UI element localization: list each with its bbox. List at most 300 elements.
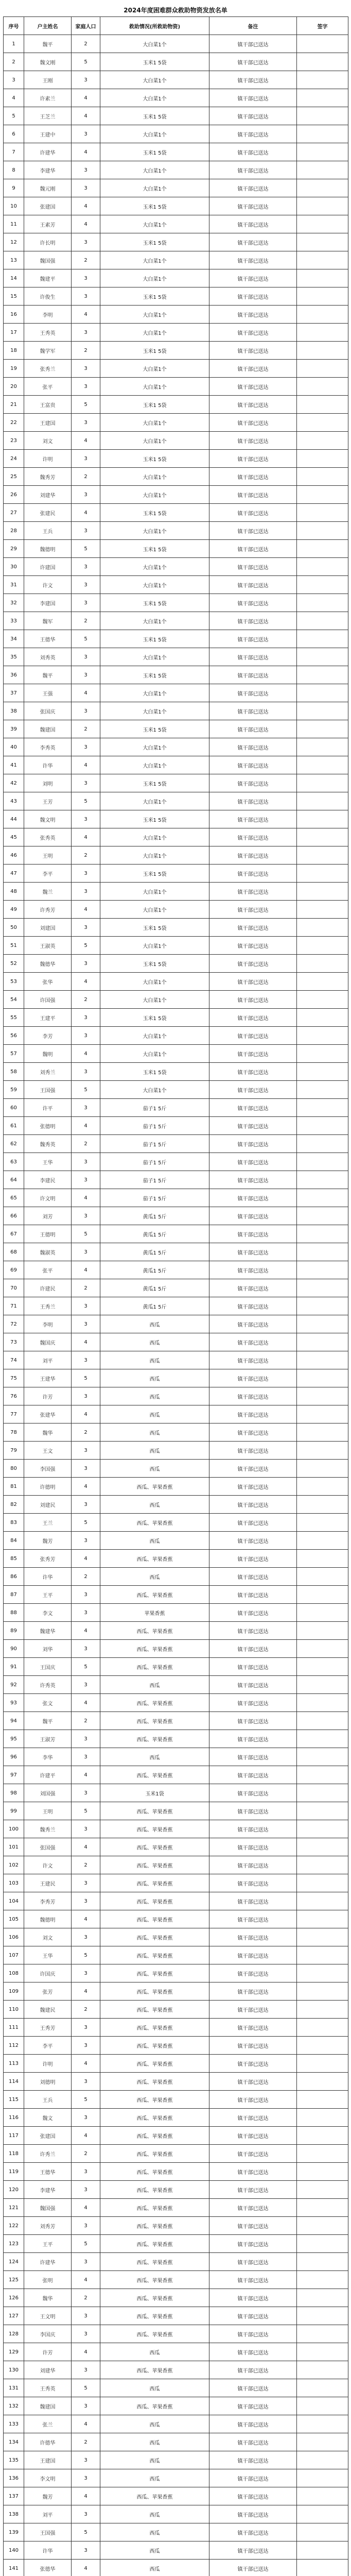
aid-items-cell: 玉米1 5袋 [100, 1009, 209, 1027]
table-row [4, 2361, 348, 2379]
table-row [4, 2433, 348, 2451]
remarks-cell: 镇干部已送达 [209, 1099, 297, 1117]
serial-no-cell: 137 [4, 2487, 24, 2505]
aid-items-cell: 西瓜、苹果香蕉 [100, 2325, 209, 2343]
signature-cell [297, 125, 348, 143]
signature-cell [297, 2127, 348, 2145]
aid-items-cell: 西瓜、苹果香蕉 [100, 2361, 209, 2379]
aid-items-cell: 西瓜、苹果香蕉 [100, 2055, 209, 2073]
family-size-cell: 5 [72, 2379, 100, 2397]
signature-cell [297, 1207, 348, 1225]
table-row [4, 1730, 348, 1748]
family-size-cell: 4 [72, 306, 100, 324]
signature-cell [297, 1910, 348, 1928]
family-size-cell: 3 [72, 1315, 100, 1333]
table-row [4, 306, 348, 324]
aid-items-cell: 大白菜1个 [100, 522, 209, 540]
remarks-cell: 镇干部已送达 [209, 360, 297, 378]
remarks-cell: 镇干部已送达 [209, 1243, 297, 1261]
table-row [4, 1982, 348, 2001]
family-size-cell: 4 [72, 2199, 100, 2217]
aid-items-cell: 西瓜 [100, 2433, 209, 2451]
signature-cell [297, 251, 348, 269]
signature-cell [297, 1153, 348, 1171]
family-size-cell: 5 [72, 1946, 100, 1964]
serial-no-cell: 22 [4, 414, 24, 432]
signature-cell [297, 1514, 348, 1532]
serial-no-cell: 93 [4, 1694, 24, 1712]
serial-no-cell: 76 [4, 1387, 24, 1405]
header-serial-no: 序号 [4, 17, 24, 35]
serial-no-cell: 129 [4, 2343, 24, 2361]
serial-no-cell: 7 [4, 143, 24, 161]
signature-cell [297, 901, 348, 919]
aid-items-cell: 大白菜1个 [100, 846, 209, 865]
family-size-cell: 3 [72, 2361, 100, 2379]
family-size-cell: 2 [72, 2001, 100, 2019]
family-size-cell: 4 [72, 2055, 100, 2073]
householder-name-cell: 李平 [24, 2037, 72, 2055]
family-size-cell: 3 [72, 2451, 100, 2469]
signature-cell [297, 612, 348, 630]
remarks-cell: 镇干部已送达 [209, 2361, 297, 2379]
table-row [4, 612, 348, 630]
aid-items-cell: 西瓜、苹果香蕉 [100, 2397, 209, 2415]
householder-name-cell: 王明 [24, 1802, 72, 1820]
householder-name-cell: 李明 [24, 1315, 72, 1333]
remarks-cell: 镇干部已送达 [209, 125, 297, 143]
family-size-cell: 3 [72, 919, 100, 937]
serial-no-cell: 91 [4, 1658, 24, 1676]
serial-no-cell: 28 [4, 522, 24, 540]
family-size-cell: 3 [72, 1171, 100, 1189]
remarks-cell: 镇干部已送达 [209, 1460, 297, 1478]
serial-no-cell: 114 [4, 2073, 24, 2091]
serial-no-cell: 92 [4, 1676, 24, 1694]
serial-no-cell: 25 [4, 468, 24, 486]
signature-cell [297, 2019, 348, 2037]
remarks-cell: 镇干部已送达 [209, 71, 297, 89]
family-size-cell: 5 [72, 630, 100, 648]
serial-no-cell: 20 [4, 378, 24, 396]
signature-cell [297, 2451, 348, 2469]
remarks-cell: 镇干部已送达 [209, 1478, 297, 1496]
aid-items-cell: 大白菜1个 [100, 901, 209, 919]
aid-items-cell: 茄子1 5斤 [100, 1189, 209, 1207]
signature-cell [297, 1748, 348, 1766]
table-row [4, 1910, 348, 1928]
serial-no-cell: 138 [4, 2505, 24, 2523]
householder-name-cell: 魏元刚 [24, 179, 72, 197]
serial-no-cell: 57 [4, 1045, 24, 1063]
family-size-cell: 3 [72, 1207, 100, 1225]
householder-name-cell: 刘建民 [24, 1496, 72, 1514]
householder-name-cell: 魏建平 [24, 269, 72, 287]
family-size-cell: 2 [72, 1135, 100, 1153]
signature-cell [297, 756, 348, 774]
table-row [4, 846, 348, 865]
householder-name-cell: 魏秀兰 [24, 1820, 72, 1838]
table-row [4, 883, 348, 901]
householder-name-cell: 许建华 [24, 143, 72, 161]
serial-no-cell: 59 [4, 1081, 24, 1099]
family-size-cell: 4 [72, 143, 100, 161]
remarks-cell: 镇干部已送达 [209, 937, 297, 955]
table-row [4, 594, 348, 612]
signature-cell [297, 1694, 348, 1712]
signature-cell [297, 1550, 348, 1568]
signature-cell [297, 937, 348, 955]
remarks-cell: 镇干部已送达 [209, 1442, 297, 1460]
signature-cell [297, 1279, 348, 1297]
table-row [4, 450, 348, 468]
remarks-cell: 镇干部已送达 [209, 2091, 297, 2109]
signature-cell [297, 1460, 348, 1478]
signature-cell [297, 1063, 348, 1081]
family-size-cell: 4 [72, 432, 100, 450]
family-size-cell: 3 [72, 865, 100, 883]
signature-cell [297, 1820, 348, 1838]
family-size-cell: 3 [72, 1009, 100, 1027]
family-size-cell: 4 [72, 2560, 100, 2576]
signature-cell [297, 1351, 348, 1369]
householder-name-cell: 王秀兰 [24, 1297, 72, 1315]
serial-no-cell: 79 [4, 1442, 24, 1460]
aid-items-cell: 茄子1 5斤 [100, 1117, 209, 1135]
serial-no-cell: 17 [4, 324, 24, 342]
aid-items-cell: 大白菜1个 [100, 215, 209, 233]
serial-no-cell: 54 [4, 991, 24, 1009]
aid-items-cell: 西瓜 [100, 1442, 209, 1460]
serial-no-cell: 44 [4, 810, 24, 828]
family-size-cell: 4 [72, 2271, 100, 2289]
family-size-cell: 5 [72, 53, 100, 71]
aid-items-cell: 西瓜、苹果香蕉 [100, 1856, 209, 1874]
family-size-cell: 4 [72, 901, 100, 919]
aid-items-cell: 大白菜1个 [100, 883, 209, 901]
table-row [4, 1261, 348, 1279]
aid-items-cell: 西瓜、苹果香蕉 [100, 1730, 209, 1748]
remarks-cell: 镇干部已送达 [209, 215, 297, 233]
remarks-cell: 镇干部已送达 [209, 1892, 297, 1910]
table-row [4, 702, 348, 720]
table-row [4, 1748, 348, 1766]
householder-name-cell: 王素芳 [24, 215, 72, 233]
table-row [4, 1063, 348, 1081]
householder-name-cell: 李秀芳 [24, 1892, 72, 1910]
family-size-cell: 5 [72, 1081, 100, 1099]
householder-name-cell: 魏平 [24, 35, 72, 53]
remarks-cell: 镇干部已送达 [209, 1856, 297, 1874]
aid-items-cell: 西瓜、苹果香蕉 [100, 2217, 209, 2235]
householder-name-cell: 许国强 [24, 991, 72, 1009]
table-row [4, 1279, 348, 1297]
serial-no-cell: 66 [4, 1207, 24, 1225]
serial-no-cell: 102 [4, 1856, 24, 1874]
family-size-cell: 2 [72, 612, 100, 630]
aid-items-cell: 黄瓜1 5斤 [100, 1297, 209, 1315]
aid-items-cell: 西瓜 [100, 1748, 209, 1766]
householder-name-cell: 李建华 [24, 161, 72, 179]
family-size-cell: 4 [72, 1910, 100, 1928]
remarks-cell: 镇干部已送达 [209, 251, 297, 269]
remarks-cell: 镇干部已送达 [209, 287, 297, 306]
householder-name-cell: 张建国 [24, 2127, 72, 2145]
serial-no-cell: 125 [4, 2271, 24, 2289]
signature-cell [297, 2397, 348, 2415]
householder-name-cell: 张秀芳 [24, 1550, 72, 1568]
householder-name-cell: 许华 [24, 2541, 72, 2560]
serial-no-cell: 70 [4, 1279, 24, 1297]
aid-items-cell: 西瓜、苹果香蕉 [100, 2127, 209, 2145]
householder-name-cell: 魏平 [24, 666, 72, 684]
aid-items-cell: 茄子1 5斤 [100, 1099, 209, 1117]
serial-no-cell: 53 [4, 973, 24, 991]
householder-name-cell: 魏军 [24, 612, 72, 630]
remarks-cell: 镇干部已送达 [209, 197, 297, 215]
remarks-cell: 镇干部已送达 [209, 810, 297, 828]
householder-name-cell: 魏德明 [24, 540, 72, 558]
signature-cell [297, 1243, 348, 1261]
householder-name-cell: 王兵 [24, 2091, 72, 2109]
aid-items-cell: 西瓜、苹果香蕉 [100, 1874, 209, 1892]
family-size-cell: 3 [72, 666, 100, 684]
aid-items-cell: 西瓜、苹果香蕉 [100, 1910, 209, 1928]
table-row [4, 197, 348, 215]
table-row [4, 89, 348, 107]
serial-no-cell: 77 [4, 1405, 24, 1423]
householder-name-cell: 王文明 [24, 2307, 72, 2325]
householder-name-cell: 许文 [24, 576, 72, 594]
remarks-cell: 镇干部已送达 [209, 2523, 297, 2541]
householder-name-cell: 魏建国 [24, 720, 72, 738]
family-size-cell: 4 [72, 2415, 100, 2433]
family-size-cell: 3 [72, 1640, 100, 1658]
signature-cell [297, 846, 348, 865]
aid-items-cell: 玉米1 5袋 [100, 143, 209, 161]
householder-name-cell: 魏平 [24, 1712, 72, 1730]
family-size-cell: 3 [72, 1351, 100, 1369]
signature-cell [297, 2307, 348, 2325]
serial-no-cell: 115 [4, 2091, 24, 2109]
serial-no-cell: 133 [4, 2415, 24, 2433]
serial-no-cell: 12 [4, 233, 24, 251]
family-size-cell: 3 [72, 558, 100, 576]
remarks-cell: 镇干部已送达 [209, 2145, 297, 2163]
family-size-cell: 3 [72, 179, 100, 197]
remarks-cell: 镇干部已送达 [209, 450, 297, 468]
serial-no-cell: 118 [4, 2145, 24, 2163]
remarks-cell: 镇干部已送达 [209, 774, 297, 792]
table-row [4, 973, 348, 991]
signature-cell [297, 2415, 348, 2433]
householder-name-cell: 许平 [24, 1099, 72, 1117]
family-size-cell: 3 [72, 1892, 100, 1910]
remarks-cell: 镇干部已送达 [209, 1910, 297, 1928]
signature-cell [297, 1532, 348, 1550]
table-row [4, 1351, 348, 1369]
remarks-cell: 镇干部已送达 [209, 342, 297, 360]
householder-name-cell: 许芳 [24, 2343, 72, 2361]
serial-no-cell: 113 [4, 2055, 24, 2073]
aid-items-cell: 西瓜 [100, 1369, 209, 1387]
family-size-cell: 3 [72, 287, 100, 306]
signature-cell [297, 2541, 348, 2560]
serial-no-cell: 72 [4, 1315, 24, 1333]
householder-name-cell: 王富贵 [24, 396, 72, 414]
table-row [4, 1369, 348, 1387]
remarks-cell: 镇干部已送达 [209, 1946, 297, 1964]
householder-name-cell: 魏华 [24, 2289, 72, 2307]
serial-no-cell: 8 [4, 161, 24, 179]
aid-items-cell: 大白菜1个 [100, 1045, 209, 1063]
householder-name-cell: 魏德明 [24, 1910, 72, 1928]
aid-items-cell: 玉米1 5袋 [100, 720, 209, 738]
signature-cell [297, 955, 348, 973]
remarks-cell: 镇干部已送达 [209, 2163, 297, 2181]
remarks-cell: 镇干部已送达 [209, 1766, 297, 1784]
signature-cell [297, 1784, 348, 1802]
table-row [4, 1207, 348, 1225]
householder-name-cell: 王国强 [24, 1081, 72, 1099]
aid-items-cell: 西瓜、苹果香蕉 [100, 2001, 209, 2019]
aid-items-cell: 黄瓜1 5斤 [100, 1261, 209, 1279]
householder-name-cell: 李华 [24, 1748, 72, 1766]
householder-name-cell: 魏秀英 [24, 1135, 72, 1153]
householder-name-cell: 许明 [24, 2055, 72, 2073]
householder-name-cell: 王秀芳 [24, 2019, 72, 2037]
table-row [4, 576, 348, 594]
signature-cell [297, 1027, 348, 1045]
remarks-cell: 镇干部已送达 [209, 2307, 297, 2325]
remarks-cell: 镇干部已送达 [209, 1423, 297, 1442]
householder-name-cell: 许秀英 [24, 1676, 72, 1694]
signature-cell [297, 161, 348, 179]
remarks-cell: 镇干部已送达 [209, 1351, 297, 1369]
table-row [4, 2523, 348, 2541]
header-signature: 签字 [297, 17, 348, 35]
householder-name-cell: 刘秀芳 [24, 2217, 72, 2235]
family-size-cell: 3 [72, 1928, 100, 1946]
remarks-cell: 镇干部已送达 [209, 324, 297, 342]
serial-no-cell: 52 [4, 955, 24, 973]
family-size-cell: 3 [72, 71, 100, 89]
family-size-cell: 2 [72, 2145, 100, 2163]
householder-name-cell: 许华 [24, 756, 72, 774]
aid-items-cell: 大白菜1个 [100, 756, 209, 774]
table-row [4, 1604, 348, 1622]
householder-name-cell: 许建华 [24, 2253, 72, 2271]
table-row [4, 2109, 348, 2127]
table-row [4, 2307, 348, 2325]
header-aid-items: 救助情况(所救助物资) [100, 17, 209, 35]
serial-no-cell: 68 [4, 1243, 24, 1261]
remarks-cell: 镇干部已送达 [209, 2505, 297, 2523]
signature-cell [297, 1892, 348, 1910]
householder-name-cell: 魏德华 [24, 955, 72, 973]
signature-cell [297, 1586, 348, 1604]
table-row [4, 1153, 348, 1171]
serial-no-cell: 3 [4, 71, 24, 89]
signature-cell [297, 630, 348, 648]
table-row [4, 287, 348, 306]
signature-cell [297, 342, 348, 360]
aid-items-cell: 玉米1 5袋 [100, 955, 209, 973]
aid-items-cell: 西瓜、苹果香蕉 [100, 2199, 209, 2217]
signature-cell [297, 666, 348, 684]
aid-items-cell: 大白菜1个 [100, 324, 209, 342]
remarks-cell: 镇干部已送达 [209, 1730, 297, 1748]
remarks-cell: 镇干部已送达 [209, 2199, 297, 2217]
table-row [4, 360, 348, 378]
householder-name-cell: 刘平 [24, 1351, 72, 1369]
signature-cell [297, 1568, 348, 1586]
aid-items-cell: 大白菜1个 [100, 1027, 209, 1045]
aid-items-cell: 西瓜 [100, 1532, 209, 1550]
table-row [4, 1874, 348, 1892]
signature-cell [297, 53, 348, 71]
serial-no-cell: 29 [4, 540, 24, 558]
aid-items-cell: 大白菜1个 [100, 648, 209, 666]
householder-name-cell: 王秀英 [24, 324, 72, 342]
serial-no-cell: 47 [4, 865, 24, 883]
householder-name-cell: 张明 [24, 2271, 72, 2289]
serial-no-cell: 13 [4, 251, 24, 269]
householder-name-cell: 王文 [24, 1442, 72, 1460]
table-row [4, 2037, 348, 2055]
aid-items-cell: 黄瓜1 5斤 [100, 1243, 209, 1261]
remarks-cell: 镇干部已送达 [209, 883, 297, 901]
householder-name-cell: 魏芳 [24, 2487, 72, 2505]
signature-cell [297, 648, 348, 666]
table-row [4, 1225, 348, 1243]
signature-cell [297, 504, 348, 522]
householder-name-cell: 张建华 [24, 1405, 72, 1423]
table-row [4, 107, 348, 125]
table-row [4, 53, 348, 71]
serial-no-cell: 134 [4, 2433, 24, 2451]
aid-items-cell: 西瓜、苹果香蕉 [100, 2073, 209, 2091]
remarks-cell: 镇干部已送达 [209, 1712, 297, 1730]
aid-items-cell: 西瓜、苹果香蕉 [100, 2289, 209, 2307]
householder-name-cell: 刘华 [24, 1640, 72, 1658]
remarks-cell: 镇干部已送达 [209, 1694, 297, 1712]
remarks-cell: 镇干部已送达 [209, 396, 297, 414]
serial-no-cell: 19 [4, 360, 24, 378]
remarks-cell: 镇干部已送达 [209, 1171, 297, 1189]
aid-items-cell: 大白菜1个 [100, 1081, 209, 1099]
signature-cell [297, 1730, 348, 1748]
signature-cell [297, 2560, 348, 2576]
table-row [4, 1243, 348, 1261]
remarks-cell: 镇干部已送达 [209, 1514, 297, 1532]
serial-no-cell: 131 [4, 2379, 24, 2397]
aid-items-cell: 西瓜 [100, 2560, 209, 2576]
householder-name-cell: 许国庆 [24, 1964, 72, 1982]
serial-no-cell: 9 [4, 179, 24, 197]
table-row [4, 269, 348, 287]
family-size-cell: 4 [72, 1838, 100, 1856]
serial-no-cell: 15 [4, 287, 24, 306]
table-row [4, 2217, 348, 2235]
serial-no-cell: 127 [4, 2307, 24, 2325]
signature-cell [297, 107, 348, 125]
family-size-cell: 3 [72, 576, 100, 594]
family-size-cell: 2 [72, 35, 100, 53]
aid-items-cell: 大白菜1个 [100, 251, 209, 269]
aid-items-cell: 大白菜1个 [100, 991, 209, 1009]
family-size-cell: 3 [72, 1784, 100, 1802]
